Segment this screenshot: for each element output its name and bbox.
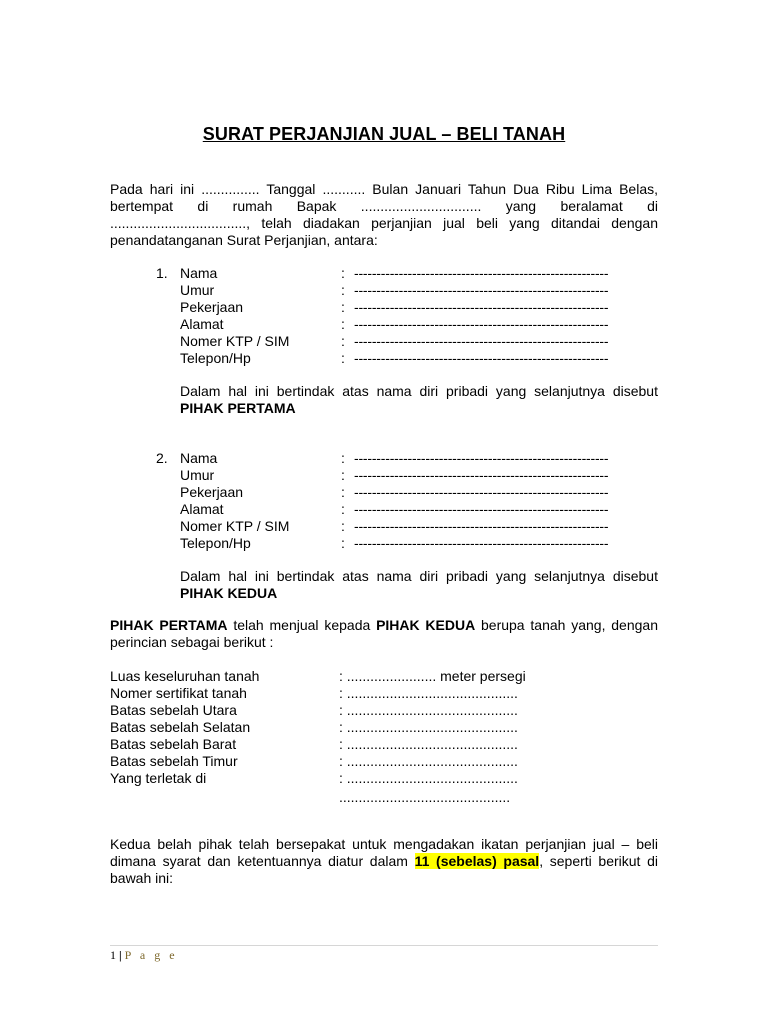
- field-blank: ---------------------------------------------------------: [354, 484, 609, 500]
- party-1-role: PIHAK PERTAMA: [180, 400, 296, 416]
- field-label: Nomer KTP / SIM: [180, 518, 290, 534]
- field-colon: :: [341, 450, 345, 466]
- land-detail-label: Luas keseluruhan tanah: [110, 668, 260, 684]
- page-label: P a g e: [124, 948, 178, 962]
- intro-paragraph: Pada hari ini ............... Tanggal ........... Bulan Januari Tahun Dua Ribu Lima Belas, bertempat di rumah Bapak ............................... yang beralamat di ..................................., telah diadakan perjanjian jual beli yang ditandai dengan penandatanganan Surat Perjanjian, antara:: [110, 181, 658, 248]
- field-colon: :: [341, 265, 345, 281]
- party-2-role: PIHAK KEDUA: [180, 585, 278, 601]
- field-blank: ---------------------------------------------------------: [354, 501, 609, 517]
- page-number: 1: [110, 948, 116, 962]
- field-label: Nama: [180, 265, 218, 281]
- land-detail-value: ............................................: [339, 789, 511, 805]
- field-colon: :: [341, 484, 345, 500]
- field-label: Alamat: [180, 501, 224, 517]
- field-colon: :: [341, 518, 345, 534]
- field-blank: ---------------------------------------------------------: [354, 535, 609, 551]
- field-blank: ---------------------------------------------------------: [354, 299, 609, 315]
- field-label: Alamat: [180, 316, 224, 332]
- land-detail-label: Batas sebelah Barat: [110, 736, 237, 752]
- field-colon: :: [341, 501, 345, 517]
- land-detail-value: : ....................... meter persegi: [339, 668, 526, 684]
- field-label: Telepon/Hp: [180, 350, 251, 366]
- land-detail-label: Batas sebelah Selatan: [110, 719, 251, 735]
- field-colon: :: [341, 316, 345, 332]
- land-detail-label: Nomer sertifikat tanah: [110, 685, 247, 701]
- land-detail-label: Batas sebelah Timur: [110, 753, 238, 769]
- field-blank: ---------------------------------------------------------: [354, 316, 609, 332]
- field-blank: ---------------------------------------------------------: [354, 467, 609, 483]
- party-1-description: Dalam hal ini bertindak atas nama diri pribadi yang selanjutnya disebut PIHAK PERTAMA: [180, 383, 658, 416]
- land-detail-label: Batas sebelah Utara: [110, 702, 237, 718]
- field-blank: ---------------------------------------------------------: [354, 333, 609, 349]
- field-blank: ---------------------------------------------------------: [354, 282, 609, 298]
- field-blank: ---------------------------------------------------------: [354, 350, 609, 366]
- land-detail-value: : ............................................: [339, 736, 518, 752]
- land-detail-value: : ............................................: [339, 753, 518, 769]
- party-2-description: Dalam hal ini bertindak atas nama diri pribadi yang selanjutnya disebut PIHAK KEDUA: [180, 568, 658, 601]
- field-blank: ---------------------------------------------------------: [354, 450, 609, 466]
- field-label: Nomer KTP / SIM: [180, 333, 290, 349]
- party-2-number: 2.: [156, 450, 168, 466]
- land-detail-value: : ............................................: [339, 685, 518, 701]
- land-detail-value: : ............................................: [339, 719, 518, 735]
- field-label: Telepon/Hp: [180, 535, 251, 551]
- closing-paragraph: Kedua belah pihak telah bersepakat untuk mengadakan ikatan perjanjian jual – beli dimana syarat dan ketentuannya diatur dalam 11 (sebelas) pasal, seperti berikut di bawah ini:: [110, 836, 659, 886]
- field-colon: :: [341, 535, 345, 551]
- field-label: Umur: [180, 282, 215, 298]
- field-label: Pekerjaan: [180, 484, 244, 500]
- field-blank: ---------------------------------------------------------: [354, 265, 609, 281]
- field-colon: :: [341, 299, 345, 315]
- footer-divider: [110, 945, 658, 946]
- field-label: Umur: [180, 467, 215, 483]
- land-detail-value: : ............................................: [339, 702, 518, 718]
- field-colon: :: [341, 350, 345, 366]
- land-detail-value: : ............................................: [339, 770, 518, 786]
- field-colon: :: [341, 333, 345, 349]
- field-colon: :: [341, 282, 345, 298]
- field-blank: ---------------------------------------------------------: [354, 518, 609, 534]
- page-footer: 1 | P a g e: [110, 948, 178, 962]
- party-1-number: 1.: [156, 265, 168, 281]
- field-label: Nama: [180, 450, 218, 466]
- sale-paragraph: PIHAK PERTAMA telah menjual kepada PIHAK KEDUA berupa tanah yang, dengan perincian sebagai berikut :: [110, 617, 658, 650]
- document-title: SURAT PERJANJIAN JUAL – BELI TANAH: [202, 124, 566, 144]
- field-colon: :: [341, 467, 345, 483]
- field-label: Pekerjaan: [180, 299, 244, 315]
- pasal-highlight: 11 (sebelas) pasal: [414, 853, 540, 869]
- land-detail-label: Yang terletak di: [110, 770, 207, 786]
